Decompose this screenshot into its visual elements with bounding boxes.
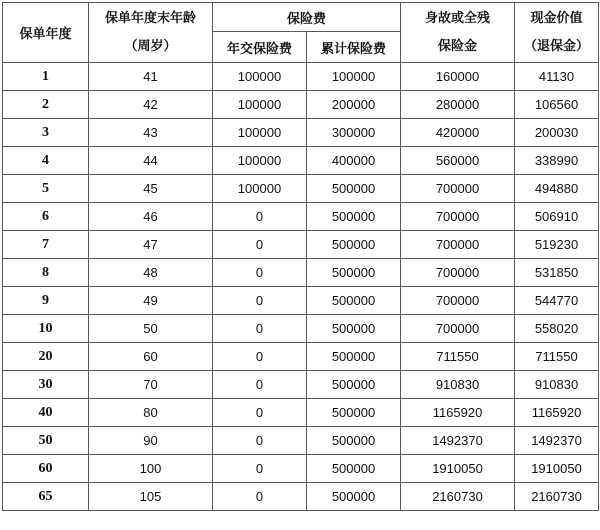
- cell-cumulative-premium: 500000: [307, 427, 401, 455]
- cell-cash-value: 506910: [515, 203, 599, 231]
- cell-death-benefit: 280000: [401, 91, 515, 119]
- cell-age: 45: [89, 175, 213, 203]
- cell-cash-value: 544770: [515, 287, 599, 315]
- header-annual-premium: 年交保险费: [213, 32, 307, 63]
- cell-cumulative-premium: 500000: [307, 175, 401, 203]
- header-death-benefit: [401, 3, 515, 63]
- cell-cumulative-premium: 500000: [307, 287, 401, 315]
- cell-cumulative-premium: 500000: [307, 483, 401, 511]
- cell-annual-premium: 0: [213, 399, 307, 427]
- table-row: [3, 427, 599, 455]
- cell-age: 50: [89, 315, 213, 343]
- cell-annual-premium: 0: [213, 343, 307, 371]
- cell-cumulative-premium: 100000: [307, 63, 401, 91]
- table-row: [3, 203, 599, 231]
- cell-death-benefit: 1492370: [401, 427, 515, 455]
- table-row: [3, 455, 599, 483]
- cell-cash-value: 519230: [515, 231, 599, 259]
- cell-death-benefit: 2160730: [401, 483, 515, 511]
- cell-age: 105: [89, 483, 213, 511]
- cell-policy-year: 40: [3, 399, 89, 427]
- cell-death-benefit: 711550: [401, 343, 515, 371]
- cell-death-benefit: 700000: [401, 287, 515, 315]
- cell-policy-year: 60: [3, 455, 89, 483]
- table-row: [3, 399, 599, 427]
- cell-age: 100: [89, 455, 213, 483]
- table-row: [3, 231, 599, 259]
- header-cumulative-premium: 累计保险费: [307, 32, 401, 63]
- cell-cumulative-premium: 500000: [307, 231, 401, 259]
- cell-policy-year: 7: [3, 231, 89, 259]
- cell-death-benefit: 1910050: [401, 455, 515, 483]
- cell-annual-premium: 0: [213, 483, 307, 511]
- table-row: [3, 371, 599, 399]
- cell-policy-year: 5: [3, 175, 89, 203]
- cell-cumulative-premium: 500000: [307, 343, 401, 371]
- cell-cumulative-premium: 500000: [307, 399, 401, 427]
- header-death-line1: 身故或全残: [425, 10, 491, 26]
- header-policy-year: 保单年度: [3, 3, 89, 63]
- cell-cash-value: 494880: [515, 175, 599, 203]
- cell-annual-premium: 0: [213, 259, 307, 287]
- header-age-line2: （周岁）: [124, 38, 177, 54]
- cell-annual-premium: 0: [213, 455, 307, 483]
- cell-age: 60: [89, 343, 213, 371]
- cell-age: 70: [89, 371, 213, 399]
- cell-cash-value: 1910050: [515, 455, 599, 483]
- cell-age: 47: [89, 231, 213, 259]
- cell-policy-year: 9: [3, 287, 89, 315]
- cell-cumulative-premium: 200000: [307, 91, 401, 119]
- cell-cumulative-premium: 400000: [307, 147, 401, 175]
- header-age-line1: 保单年度末年龄: [104, 10, 196, 26]
- header-row-top: [3, 3, 599, 32]
- cell-age: 49: [89, 287, 213, 315]
- header-cash-line2: （退保金）: [524, 38, 590, 54]
- cell-policy-year: 50: [3, 427, 89, 455]
- cell-cumulative-premium: 500000: [307, 315, 401, 343]
- cell-policy-year: 30: [3, 371, 89, 399]
- cell-death-benefit: 160000: [401, 63, 515, 91]
- cell-age: 42: [89, 91, 213, 119]
- cell-annual-premium: 0: [213, 315, 307, 343]
- cell-death-benefit: 560000: [401, 147, 515, 175]
- cell-annual-premium: 0: [213, 287, 307, 315]
- table-row: [3, 119, 599, 147]
- cell-annual-premium: 100000: [213, 175, 307, 203]
- cell-policy-year: 4: [3, 147, 89, 175]
- cell-policy-year: 6: [3, 203, 89, 231]
- cell-policy-year: 2: [3, 91, 89, 119]
- table-body: [3, 63, 599, 511]
- table-row: [3, 483, 599, 511]
- cell-cumulative-premium: 500000: [307, 203, 401, 231]
- cell-cash-value: 106560: [515, 91, 599, 119]
- cell-death-benefit: 420000: [401, 119, 515, 147]
- header-cash-value: [515, 3, 599, 63]
- table-row: [3, 343, 599, 371]
- cell-death-benefit: 700000: [401, 315, 515, 343]
- cell-age: 48: [89, 259, 213, 287]
- cell-age: 90: [89, 427, 213, 455]
- cell-death-benefit: 700000: [401, 259, 515, 287]
- cell-policy-year: 3: [3, 119, 89, 147]
- header-death-line2: 保险金: [438, 38, 478, 54]
- cell-cash-value: 910830: [515, 371, 599, 399]
- cell-cash-value: 558020: [515, 315, 599, 343]
- cell-cash-value: 2160730: [515, 483, 599, 511]
- cell-cumulative-premium: 300000: [307, 119, 401, 147]
- cell-cash-value: 1492370: [515, 427, 599, 455]
- table-row: [3, 315, 599, 343]
- cell-policy-year: 10: [3, 315, 89, 343]
- cell-age: 41: [89, 63, 213, 91]
- cell-death-benefit: 700000: [401, 175, 515, 203]
- cell-annual-premium: 100000: [213, 119, 307, 147]
- cell-cumulative-premium: 500000: [307, 259, 401, 287]
- header-cash-line1: 现金价值: [530, 10, 583, 26]
- benefit-table: [2, 2, 599, 511]
- cell-cash-value: 200030: [515, 119, 599, 147]
- cell-death-benefit: 700000: [401, 231, 515, 259]
- cell-death-benefit: 910830: [401, 371, 515, 399]
- cell-age: 43: [89, 119, 213, 147]
- cell-cash-value: 711550: [515, 343, 599, 371]
- cell-policy-year: 8: [3, 259, 89, 287]
- cell-cash-value: 531850: [515, 259, 599, 287]
- cell-age: 44: [89, 147, 213, 175]
- cell-cumulative-premium: 500000: [307, 371, 401, 399]
- cell-policy-year: 20: [3, 343, 89, 371]
- header-premium-group: 保险费: [213, 3, 401, 32]
- cell-annual-premium: 0: [213, 231, 307, 259]
- cell-cumulative-premium: 500000: [307, 455, 401, 483]
- cell-cash-value: 338990: [515, 147, 599, 175]
- cell-annual-premium: 0: [213, 371, 307, 399]
- cell-death-benefit: 700000: [401, 203, 515, 231]
- table-row: [3, 91, 599, 119]
- cell-death-benefit: 1165920: [401, 399, 515, 427]
- cell-annual-premium: 100000: [213, 147, 307, 175]
- table-row: [3, 259, 599, 287]
- cell-annual-premium: 100000: [213, 91, 307, 119]
- table-row: [3, 175, 599, 203]
- cell-annual-premium: 0: [213, 203, 307, 231]
- table-row: [3, 63, 599, 91]
- cell-cash-value: 1165920: [515, 399, 599, 427]
- cell-annual-premium: 100000: [213, 63, 307, 91]
- cell-annual-premium: 0: [213, 427, 307, 455]
- cell-age: 80: [89, 399, 213, 427]
- cell-cash-value: 41130: [515, 63, 599, 91]
- cell-age: 46: [89, 203, 213, 231]
- cell-policy-year: 1: [3, 63, 89, 91]
- table-row: [3, 287, 599, 315]
- header-age: [89, 3, 213, 63]
- cell-policy-year: 65: [3, 483, 89, 511]
- table-row: [3, 147, 599, 175]
